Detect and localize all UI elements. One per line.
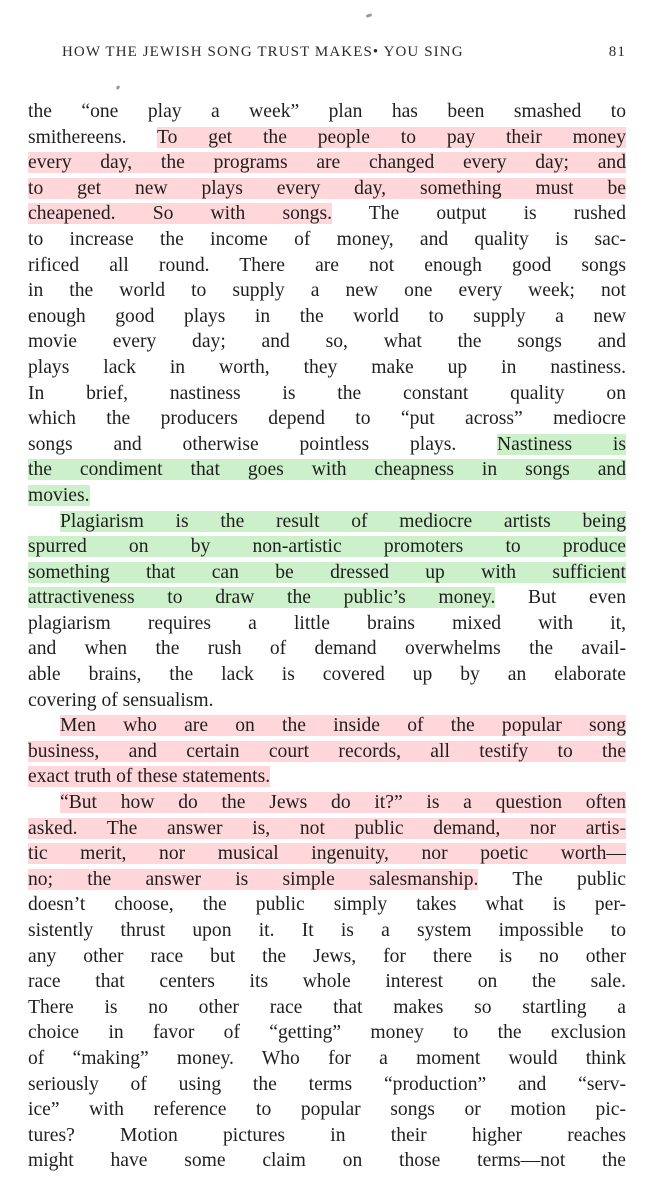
text-line xyxy=(28,764,626,790)
text-line xyxy=(28,739,626,765)
text-line xyxy=(28,534,626,560)
text-line xyxy=(28,381,626,407)
text-run: sistently thrust upon it. It is a system impossible to xyxy=(28,920,626,941)
text-line xyxy=(28,790,626,816)
highlight-green: Nastiness is xyxy=(497,433,626,455)
text-line xyxy=(28,509,626,535)
text-run: seriously of using the terms “production” and “serv- xyxy=(28,1073,626,1095)
text-line xyxy=(28,99,626,125)
text-line xyxy=(28,304,626,330)
text-line xyxy=(28,201,626,227)
text-run: plagiarism requires a little brains mixed with it, xyxy=(28,612,626,634)
text-run: movie every day; and so, what the songs and xyxy=(28,331,626,353)
text-run: But even xyxy=(495,587,627,609)
highlight-red: exact truth of these statements. xyxy=(28,766,271,788)
text-run: the “one play a week” plan has been smashed to xyxy=(28,101,626,122)
text-line xyxy=(28,713,626,739)
text-run: enough good plays in the world to supply a new xyxy=(28,305,626,327)
text-run: ice” with reference to popular songs or motion pic- xyxy=(28,1099,626,1121)
text-line xyxy=(28,176,626,202)
text-line xyxy=(28,944,626,970)
text-run: race that centers its whole interest on the sale. xyxy=(28,971,626,993)
scan-smudge-mark xyxy=(366,13,373,18)
text-line xyxy=(28,585,626,611)
body-text xyxy=(28,99,626,1174)
text-run: There is no other race that makes so startling a xyxy=(28,996,626,1018)
text-run: able brains, the lack is covered up by an elaborate xyxy=(28,664,626,686)
text-line xyxy=(28,125,626,151)
text-run: The output is rushed xyxy=(332,203,626,225)
highlight-red: Men who are on the inside of the popular song xyxy=(60,715,626,737)
highlight-red: to get new plays every day, something must be xyxy=(28,177,626,199)
text-line xyxy=(28,1020,626,1046)
highlight-green: attractiveness to draw the public’s money. xyxy=(28,587,496,609)
text-line xyxy=(28,406,626,432)
text-line xyxy=(28,432,626,458)
text-line xyxy=(28,688,626,714)
text-run: songs and otherwise pointless plays. xyxy=(28,433,498,455)
highlight-red: tic merit, nor musical ingenuity, nor poetic worth— xyxy=(28,843,626,865)
highlight-red: no; the answer is simple salesmanship. xyxy=(28,868,479,890)
running-header xyxy=(62,44,626,61)
text-line xyxy=(28,1046,626,1072)
text-run: The public xyxy=(478,868,627,890)
text-run: any other race but the Jews, for there is no other xyxy=(28,945,626,967)
scan-smudge-mark xyxy=(116,85,121,90)
text-run: covering of sensualism. xyxy=(28,689,214,711)
text-line xyxy=(28,841,626,867)
text-line xyxy=(28,662,626,688)
text-line xyxy=(28,816,626,842)
text-line xyxy=(28,918,626,944)
text-line xyxy=(28,636,626,662)
text-run: In brief, nastiness is the constant quality on xyxy=(28,382,626,404)
highlight-green: movies. xyxy=(28,484,90,506)
text-line xyxy=(28,483,626,509)
text-line xyxy=(28,969,626,995)
highlight-green: Plagiarism is the result of mediocre artists being xyxy=(60,510,626,532)
highlight-red: cheapened. So with songs. xyxy=(28,203,333,225)
text-line xyxy=(28,1072,626,1098)
text-line xyxy=(28,1123,626,1149)
text-line xyxy=(28,867,626,893)
text-line xyxy=(28,355,626,381)
text-line xyxy=(28,560,626,586)
text-line xyxy=(28,611,626,637)
text-line xyxy=(28,329,626,355)
text-run: smithereens. xyxy=(28,126,157,148)
text-line xyxy=(28,227,626,253)
running-title: HOW THE JEWISH SONG TRUST MAKES• YOU SING xyxy=(62,44,464,60)
text-run: plays lack in worth, they make up in nastiness. xyxy=(28,356,626,378)
text-line xyxy=(28,278,626,304)
text-run: might have some claim on those terms—not the xyxy=(28,1150,626,1172)
highlight-red: asked. The answer is, not public demand, nor artis- xyxy=(28,817,626,839)
page-number: 81 xyxy=(608,44,626,60)
text-line xyxy=(28,892,626,918)
text-line xyxy=(28,1148,626,1174)
text-run: of “making” money. Who for a moment would think xyxy=(28,1047,626,1069)
text-line xyxy=(28,1097,626,1123)
text-run: choice in favor of “getting” money to the exclusion xyxy=(28,1022,626,1044)
text-line xyxy=(28,253,626,279)
text-line xyxy=(28,150,626,176)
text-run: doesn’t choose, the public simply takes what is per- xyxy=(28,894,626,916)
text-run: tures? Motion pictures in their higher reaches xyxy=(28,1124,626,1146)
text-line xyxy=(28,457,626,483)
text-run: to increase the income of money, and quality is sac- xyxy=(28,228,626,250)
highlight-red: every day, the programs are changed every day; and xyxy=(28,152,626,174)
highlight-red: business, and certain court records, all testify to the xyxy=(28,740,626,762)
highlight-green: something that can be dressed up with sufficient xyxy=(28,561,626,583)
text-run: rificed all round. There are not enough good songs xyxy=(28,254,626,276)
highlight-green: spurred on by non-artistic promoters to produce xyxy=(28,536,626,558)
highlight-green: the condiment that goes with cheapness in songs and xyxy=(28,459,626,481)
text-run: in the world to supply a new one every week; not xyxy=(28,280,626,302)
text-run: which the producers depend to “put across” mediocre xyxy=(28,408,626,430)
highlight-red: To get the people to pay their money xyxy=(156,126,627,148)
text-run: and when the rush of demand overwhelms the avail- xyxy=(28,638,626,660)
highlight-red: “But how do the Jews do it?” is a question often xyxy=(60,792,626,814)
text-line xyxy=(28,995,626,1021)
